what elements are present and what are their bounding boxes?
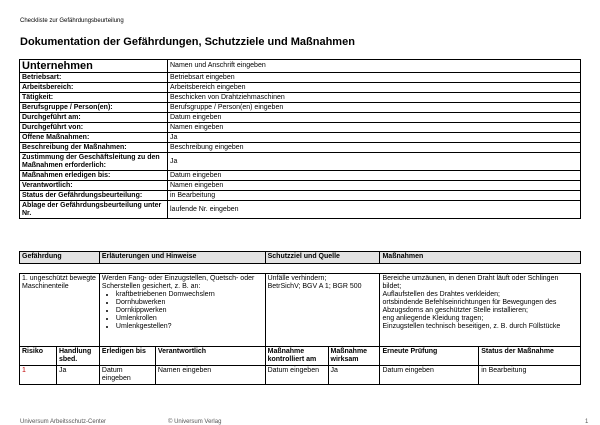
- document-title: Dokumentation der Gefährdungen, Schutzziele und Maßnahmen: [20, 36, 355, 48]
- row-label: Durchgeführt am:: [20, 113, 168, 123]
- measure-line: eng anliegende Kleidung tragen;: [382, 315, 484, 322]
- row-value-field[interactable]: Datum eingeben: [168, 171, 581, 181]
- table-row: [20, 171, 581, 181]
- row-label: Zustimmung der Geschäftsleitung zu den Maßnahmen erforderlich:: [20, 153, 168, 171]
- list-item: • Dornhubwerken: [116, 299, 263, 307]
- table-row: [20, 133, 581, 143]
- header-risiko: Risiko: [20, 347, 57, 366]
- row-label: Tätigkeit:: [20, 93, 168, 103]
- row-value-field[interactable]: Betriebsart eingeben: [168, 73, 581, 83]
- effective-field[interactable]: Ja: [328, 366, 380, 385]
- measure-line: Bereiche umzäunen, in denen Draht läuft oder Schlingen bildet;: [382, 275, 559, 290]
- table-row: [20, 191, 581, 201]
- header-handlung: Handlung sbed.: [56, 347, 99, 366]
- row-value-field[interactable]: Beschreibung eingeben: [168, 143, 581, 153]
- table-row: [20, 123, 581, 133]
- action-required-field[interactable]: Ja: [56, 366, 99, 385]
- company-table: [19, 59, 581, 219]
- row-label: Beschreibung der Maßnahmen:: [20, 143, 168, 153]
- list-item: • Umlenkrollen: [116, 315, 263, 323]
- risk-value-field[interactable]: 1: [20, 366, 57, 385]
- row-label: Status der Gefährdungsbeurteilung:: [20, 191, 168, 201]
- row-label: Durchgeführt von:: [20, 123, 168, 133]
- explanation-list: [102, 291, 263, 331]
- measure-status-field[interactable]: in Bearbeitung: [479, 366, 581, 385]
- explanation-intro: Werden Fang- oder Einzugstellen, Quetsch- oder Scherstellen gesichert, z. B. an:: [101, 275, 255, 290]
- company-name-field[interactable]: Namen und Anschrift eingeben: [168, 60, 581, 73]
- checked-date-field[interactable]: Datum eingeben: [265, 366, 328, 385]
- row-value-field[interactable]: Beschicken von Drahtziehmaschinen: [168, 93, 581, 103]
- row-value-field[interactable]: Namen eingeben: [168, 123, 581, 133]
- company-heading: Unternehmen: [20, 60, 168, 73]
- hazard-explanation: [99, 274, 265, 347]
- list-item: • Dornkippwerken: [116, 307, 263, 315]
- hazard-table: [19, 251, 581, 385]
- row-value-field[interactable]: Namen eingeben: [168, 181, 581, 191]
- table-row: [20, 103, 581, 113]
- hazard-protection-goal: [265, 274, 380, 347]
- hazard-header-row: [20, 252, 581, 264]
- spacer-row: [20, 264, 581, 274]
- row-value-field[interactable]: in Bearbeitung: [168, 191, 581, 201]
- header-erledigen: Erledigen bis: [99, 347, 155, 366]
- header-wirksam: Maßnahme wirksam: [328, 347, 380, 366]
- header-pruefung: Erneute Prüfung: [380, 347, 479, 366]
- header-gefaehrdung: Gefährdung: [20, 252, 100, 264]
- measure-line: Auflaufstellen des Drahtes verkleiden;: [382, 291, 500, 298]
- hazard-entry-row: [20, 274, 581, 347]
- header-schutzziel: Schutzziel und Quelle: [265, 252, 380, 264]
- protection-source-line: BetrSichV; BGV A 1; BGR 500: [267, 283, 362, 290]
- row-value-field[interactable]: Arbeitsbereich eingeben: [168, 83, 581, 93]
- row-label: Offene Maßnahmen:: [20, 133, 168, 143]
- row-label: Maßnahmen erledigen bis:: [20, 171, 168, 181]
- table-row: [20, 153, 581, 171]
- row-label: Arbeitsbereich:: [20, 83, 168, 93]
- row-value-field[interactable]: Ja: [168, 133, 581, 143]
- company-heading-row: [20, 60, 581, 73]
- table-row: [20, 83, 581, 93]
- header-status: Status der Maßnahme: [479, 347, 581, 366]
- hazard-measures: [380, 274, 581, 347]
- measure-header-row: [20, 347, 581, 366]
- list-item: • kraftbetriebenen Domwechslern: [116, 291, 263, 299]
- measure-value-row: [20, 366, 581, 385]
- recheck-date-field[interactable]: Datum eingeben: [380, 366, 479, 385]
- row-value-field[interactable]: laufende Nr. eingeben: [168, 201, 581, 219]
- hazard-name: 1. ungeschützt bewegte Maschinenteile: [20, 274, 100, 347]
- responsible-field[interactable]: Namen eingeben: [155, 366, 265, 385]
- header-massnahmen: Maßnahmen: [380, 252, 581, 264]
- table-row: [20, 113, 581, 123]
- header-erlaeuterungen: Erläuterungen und Hinweise: [99, 252, 265, 264]
- due-date-field[interactable]: Datum eingeben: [99, 366, 155, 385]
- table-row: [20, 143, 581, 153]
- row-value-field[interactable]: Datum eingeben: [168, 113, 581, 123]
- list-item: • Umlenkgestellen?: [116, 323, 263, 331]
- table-row: [20, 73, 581, 83]
- row-label: Ablage der Gefährdungsbeurteilung unter Nr.: [20, 201, 168, 219]
- header-verantwortlich: Verantwortlich: [155, 347, 265, 366]
- row-value-field[interactable]: Berufsgruppe / Person(en) eingeben: [168, 103, 581, 113]
- row-label: Verantwortlich:: [20, 181, 168, 191]
- protection-goal-line: Unfälle verhindern;: [267, 275, 327, 282]
- footer-middle: © Universum Verlag: [168, 419, 222, 425]
- header-kontrolliert: Maßnahme kontrolliert am: [265, 347, 328, 366]
- document-small-label: Checkliste zur Gefährdungsbeurteilung: [20, 18, 124, 24]
- table-row: [20, 181, 581, 191]
- measure-line: Einzugstellen technisch beseitigen, z. B. durch Füllstücke: [382, 323, 561, 330]
- table-row: [20, 93, 581, 103]
- table-row: [20, 201, 581, 219]
- row-label: Betriebsart:: [20, 73, 168, 83]
- footer-page-number: 1: [585, 419, 589, 425]
- row-label: Berufsgruppe / Person(en):: [20, 103, 168, 113]
- footer-left: Universum Arbeitsschutz-Center: [20, 419, 107, 425]
- row-value-field[interactable]: Ja: [168, 153, 581, 171]
- measure-line: ortsbindende Befehlseinrichtungen für Bewegungen des Abzugsdorns an geschützter Stelle installieren;: [382, 299, 557, 314]
